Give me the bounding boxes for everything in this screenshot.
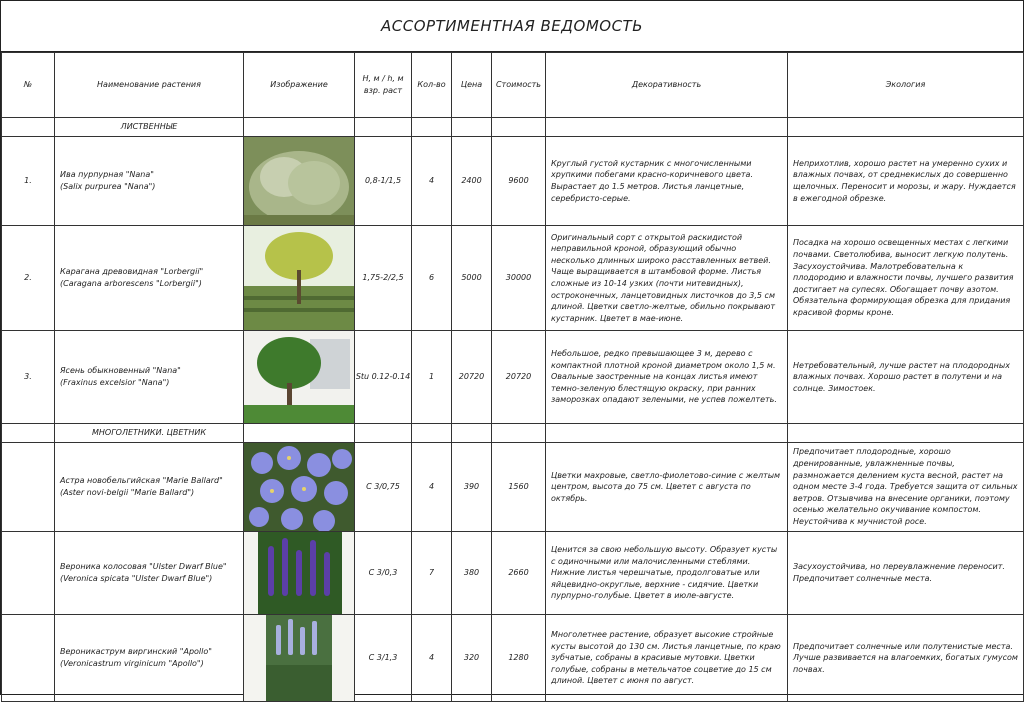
section-empty-cell [546,118,788,137]
section-empty-cell [412,118,452,137]
col-decor: Декоративность [546,53,788,118]
plant-decor: Оригинальный сорт с открытой раскидистой неправильной кроной, образующий обычно несколько длинных широко расставленных ветвей. Чаще выращивается в штамбовой форме. Листья сложные из 10-14 узких (почти нитевидных), остроконечных, ланцетовидных листочков до 3,5 см длиной. Цветки светло-желтые, обильно покрывают кустарник. Цветет в мае-июне. [546,226,788,331]
plant-price: 5000 [452,226,492,331]
plant-name [55,331,244,424]
col-height: H, м / h, м взр. раст [355,53,412,118]
section-empty-cell [452,118,492,137]
veronica-spikes-photo [244,532,354,614]
assortment-table [1,52,1024,702]
col-num: № [2,53,55,118]
table-body [2,118,1024,702]
plant-cost: 30000 [492,226,546,331]
section-empty-cell [412,424,452,443]
plant-qty: 6 [412,226,452,331]
plant-name-latin: (Caragana arborescens "Lorbergii") [60,279,202,288]
plant-decor: Ценится за свою небольшую высоту. Образует кусты с одиночными или малочисленными стеблями. Нижние листья черешчатые, продолговатые или яйцевидно-округлые, верхние - сидячие. Цветки пурпурно-голубые. Цветет в июле-августе. [546,532,788,615]
header-row [2,53,1024,118]
plant-qty: 4 [412,443,452,532]
plant-ecology: Нетребовательный, лучше растет на плодородных влажных почвах. Хорошо растет в полутени и на солнце. Зимостоек. [788,331,1024,424]
plant-height: Stu 0.12-0.14 [355,331,412,424]
plant-decor: Цветки махровые, светло-фиолетово-синие с желтым центром, высота до 75 см. Цветет с августа по октябрь. [546,443,788,532]
aster-flowers-photo [244,443,354,531]
section-empty-cell [452,424,492,443]
plant-name-ru: Вероникаструм виргинский "Apollo" [60,647,212,657]
plant-name-latin: (Veronicastrum virginicum "Apollo") [60,659,204,668]
plant-name [55,443,244,532]
section-empty-cell [244,118,355,137]
plant-price: 2400 [452,137,492,226]
plant-height: 0,8-1/1,5 [355,137,412,226]
plant-name-latin: (Aster novi-belgii "Marie Ballard") [60,488,195,497]
ash-tree-photo [244,331,354,423]
table-row [2,226,1024,331]
row-num: 1. [2,137,55,226]
plant-qty: 4 [412,615,452,702]
plant-decor: Многолетнее растение, образует высокие стройные кусты высотой до 130 см. Листья ланцетные, по краю зубчатые, собраны в красивые мутовки. Цветки голубые, собраны в метельчатое соцветие до 15 см длиной. Цветет с июня по август. [546,615,788,702]
section-empty-cell [355,118,412,137]
plant-name-latin: (Salix purpurea "Nana") [60,182,156,191]
plant-height: 1,75-2/2,5 [355,226,412,331]
plant-image [244,226,355,331]
col-image: Изображение [244,53,355,118]
row-num [2,443,55,532]
veronicastrum-photo [244,615,354,701]
row-num: 2. [2,226,55,331]
plant-ecology: Неприхотлив, хорошо растет на умеренно сухих и влажных почвах, от среднекислых до совершенно щелочных. Переносит и морозы, и жару. Нуждается в ежегодной обрезке. [788,137,1024,226]
section-row [2,424,1024,443]
section-empty-cell [355,424,412,443]
section-label: МНОГОЛЕТНИКИ. ЦВЕТНИК [55,424,244,443]
caragana-tree-photo [244,226,354,330]
plant-price: 380 [452,532,492,615]
col-price: Цена [452,53,492,118]
plant-qty: 4 [412,137,452,226]
plant-name [55,532,244,615]
row-num: 3. [2,331,55,424]
section-empty-cell [492,118,546,137]
plant-name-latin: (Veronica spicata "Ulster Dwarf Blue") [60,574,213,583]
plant-cost: 2660 [492,532,546,615]
section-empty-cell [244,424,355,443]
plant-image [244,443,355,532]
plant-ecology: Засухоустойчива, но переувлажнение переносит. Предпочитает солнечные места. [788,532,1024,615]
section-num-cell [2,424,55,443]
table-row [2,532,1024,615]
plant-height: C 3/0,75 [355,443,412,532]
plant-cost: 1280 [492,615,546,702]
table-row [2,331,1024,424]
col-name: Наименование растения [55,53,244,118]
plant-image [244,331,355,424]
plant-height: C 3/1,3 [355,615,412,702]
table-row [2,443,1024,532]
plant-ecology: Предпочитает плодородные, хорошо дренированные, увлажненные почвы, размножается делением куста весной, растет на одном месте 3-4 года. Требуется защита от сильных ветров. Отзывчива на внесение органики, поэтому осенью желательно окучивание компостом. Неустойчива к мучнистой росе. [788,443,1024,532]
plant-price: 320 [452,615,492,702]
plant-qty: 1 [412,331,452,424]
col-ecology: Экология [788,53,1024,118]
table-row [2,137,1024,226]
plant-image [244,137,355,226]
plant-qty: 7 [412,532,452,615]
col-qty: Кол-во [412,53,452,118]
plant-name-ru: Астра новобельгийская "Marie Ballard" [60,476,223,486]
plant-cost: 9600 [492,137,546,226]
section-empty-cell [492,424,546,443]
plant-price: 390 [452,443,492,532]
plant-ecology: Предпочитает солнечные или полутенистые места. Лучше развивается на влагоемких, богатых гумусом почвах. [788,615,1024,702]
table-row [2,615,1024,702]
section-label: ЛИСТВЕННЫЕ [55,118,244,137]
section-empty-cell [788,424,1024,443]
plant-decor: Небольшое, редко превышающее 3 м, дерево с компактной плотной кроной диаметром около 1,5 м. Овальные заостренные на концах листья имеют темно-зеленую блестящую окраску, при ранних заморозках опадают зелеными, не успев пожелтеть. [546,331,788,424]
section-empty-cell [546,424,788,443]
plant-image [244,532,355,615]
plant-name-latin: (Fraxinus excelsior "Nana") [60,378,170,387]
plant-name-ru: Вероника колосовая "Ulster Dwarf Blue" [60,562,227,572]
plant-height: C 3/0,3 [355,532,412,615]
section-row [2,118,1024,137]
plant-name-ru: Карагана древовидная "Lorbergii" [60,267,204,277]
row-num [2,532,55,615]
plant-name [55,615,244,702]
col-cost: Стоимость [492,53,546,118]
plant-cost: 1560 [492,443,546,532]
plant-name [55,137,244,226]
plant-decor: Круглый густой кустарник с многочисленными хрупкими побегами красно-коричневого цвета. Вырастает до 1.5 метров. Листья ланцетные, серебристо-серые. [546,137,788,226]
plant-image [244,615,355,702]
willow-shrub-photo [244,137,354,225]
plant-name-ru: Ива пурпурная "Nana" [60,170,154,180]
plant-price: 20720 [452,331,492,424]
row-num [2,615,55,702]
plant-name-ru: Ясень обыкновенный "Nana" [60,366,181,376]
sheet-title: АССОРТИМЕНТНАЯ ВЕДОМОСТЬ [1,1,1023,52]
plant-cost: 20720 [492,331,546,424]
plant-name [55,226,244,331]
section-num-cell [2,118,55,137]
section-empty-cell [788,118,1024,137]
plant-ecology: Посадка на хорошо освещенных местах с легкими почвами. Светолюбива, выносит легкую полутень. Засухоустойчива. Малотребовательна к плодородию и влажности почвы, лучшего развития достигает на супесях. Обогащает почву азотом. Обязательна формирующая обрезка для придания красивой формы кроне. [788,226,1024,331]
